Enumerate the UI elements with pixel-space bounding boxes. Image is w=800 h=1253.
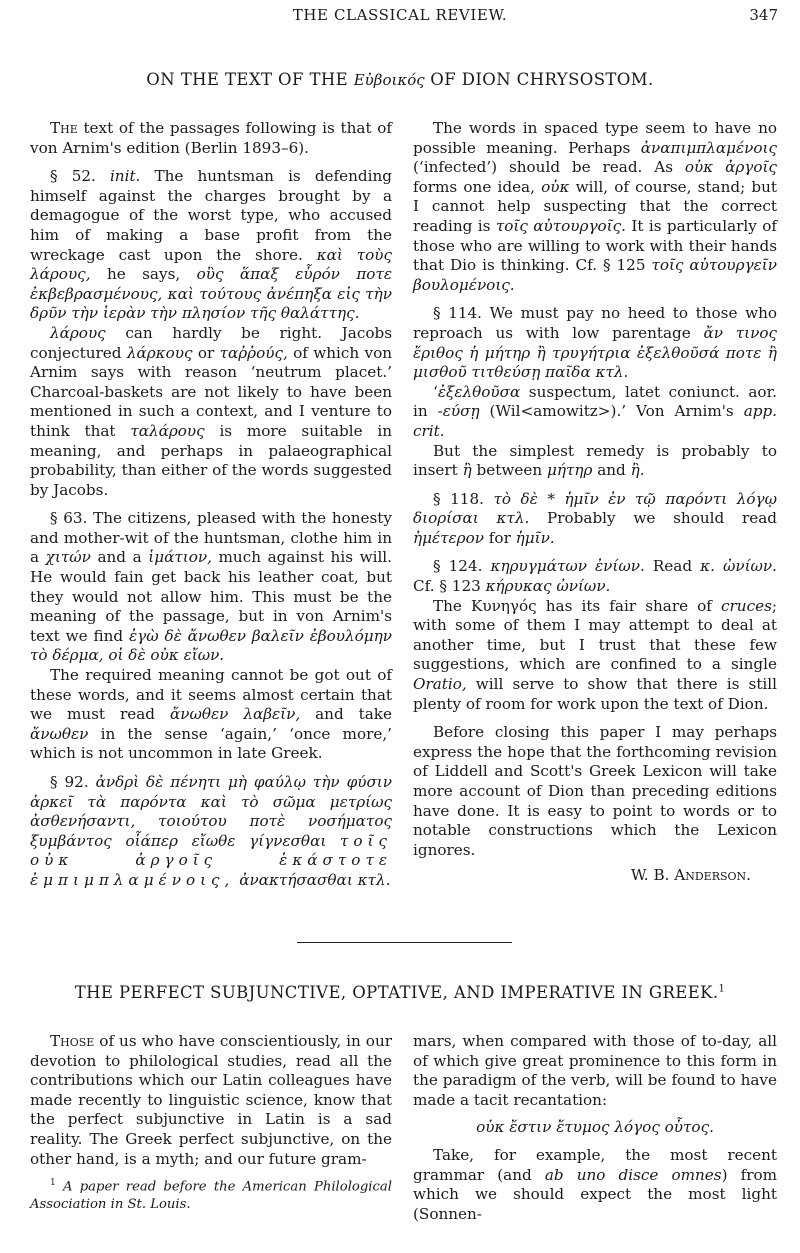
article-separator-rule (297, 942, 512, 943)
greek: ἀνδρὶ δὲ πένητι μὴ φαύλῳ τὴν φύσιν ἀρκεῖ τὰ παρόντα καὶ τὸ σῶμα μετρίως ἀσθενήσαντι, τοιούτου ποτὲ νοσήματος ξυμβάντος οἷάπερ εἴωθε γίγνεσθαι (30, 773, 392, 850)
paragraph-sec124 (413, 557, 777, 596)
lead-word: Those (50, 1032, 95, 1050)
text: ; with some of them I may attempt to deal at another time, but I trust that these few suggestions, which are confined to a single (413, 596, 777, 674)
text: is more suitable in meaning, and perhaps in palaeographical probability, than either of the words suggested by Jacobs. (30, 421, 392, 499)
text: he says, (90, 265, 197, 284)
text: The huntsman is defending himself against the charges brought by a demagogue of the worst type, who accused him of making a base profit from the wreckage cast upon the shore. (30, 167, 392, 264)
greek: μήτηρ (546, 461, 593, 480)
lead-word: The (50, 119, 78, 137)
greek: τοῖς αὐτουργοῖς. (495, 216, 626, 235)
article2-right-column (413, 1032, 777, 1224)
latin: Oratio, (413, 675, 467, 694)
greek: ἡμῖν. (515, 528, 555, 547)
greek: τὸ δὲ * ἡμῖν ἐν τῷ παρόντι λόγῳ διορίσαι κτλ. (413, 489, 777, 528)
article-title-perfect-subjunctive (0, 983, 800, 1002)
greek: ἄνωθεν (30, 724, 89, 743)
text: can hardly be right. Jacobs conjectured (30, 323, 392, 362)
text: (Wil<amowitz>).’ Von Arnim's (479, 402, 744, 421)
greek: κήρυκας ὠνίων. (485, 577, 611, 596)
greek: χιτών (45, 548, 91, 567)
section-ref: § 52. (50, 167, 110, 186)
greek: Κυνηγός (471, 596, 537, 615)
text: It is particularly of those who are willing to work with their hands that Dio is thinking. Cf. § 125 (413, 216, 777, 275)
greek: λάρους (50, 323, 106, 342)
greek: οὓς ἅπαξ εὗρόν ποτε ἐκβεβρασμένους, καὶ τούτους ἀνέπηξα εἰς τὴν δρῦν τὴν ἱερὰν τὴν πλησίον τῆς θαλάττης. (30, 265, 392, 323)
text: The required meaning cannot be got out of these words, and it seems almost certain that we must read (30, 666, 392, 724)
greek: λάρκους (126, 343, 193, 362)
text: between (471, 461, 547, 480)
greek: -εύσῃ (437, 402, 480, 421)
title-greek-word: Εὐβοικός (353, 71, 425, 89)
paragraph-larous (30, 324, 392, 500)
text: has its fair share of (536, 596, 722, 615)
greek-quotation: οὐκ ἔστιν ἔτυμος λόγος οὗτος. (476, 1118, 714, 1137)
article-title-dion (0, 70, 800, 89)
text: But the simplest remedy is probably to insert (413, 441, 777, 480)
latin: init. (109, 167, 141, 186)
greek-spaced: τοῖς οὐκ ἀργοῖς ἑκάστοτε ἐμπιμπλαμένοις, (30, 831, 392, 889)
text: of which von Arnim says with reason ‘neutrum placet.’ Charcoal-baskets are not likely to have been mentioned in such a context, and I venture to think that (30, 343, 392, 440)
paragraph-sec92 (30, 773, 392, 891)
text: will serve to show that there is still plenty of room for work upon the text of Dion. (413, 675, 777, 713)
greek: κηρυγμάτων ἐνίων. (490, 557, 645, 576)
latin: app. crit. (413, 402, 778, 440)
greek: ἄν τινος ἔριθος ἡ μήτηρ ἢ τρυγήτρια ἐξελθοῦσά ποτε ἢ μισθοῦ τιτθεύσῃ παῖδα κτλ. (413, 323, 777, 382)
text: or (192, 343, 220, 362)
greek: ἢ. (630, 461, 645, 480)
text: ) from which we should expect the most light (Sonnen- (413, 1165, 778, 1223)
greek: ἐξελθοῦσα (437, 382, 521, 401)
text: Probably we should read (529, 509, 777, 528)
paragraph-app-crit (413, 383, 777, 442)
title-text: ON THE TEXT OF THE (146, 70, 354, 89)
text: text of the passages following is that of von Arnim's edition (Berlin 1893–6). (30, 119, 392, 157)
greek: ἄνωθεν λαβεῖν, (169, 705, 301, 724)
greek: κ. ὠνίων. (700, 557, 777, 576)
latin: ab uno disce omnes (544, 1165, 722, 1184)
text: The words in spaced type seem to have no possible meaning. Perhaps (413, 119, 777, 157)
greek: οὐκ (541, 177, 570, 196)
paragraph-required-meaning (30, 666, 392, 764)
article2-left-column (30, 1032, 392, 1213)
greek: ἀναπιμπλαμένοις (640, 138, 777, 157)
text: § 114. We must pay no heed to those who reproach us with low parentage (413, 304, 777, 342)
section-ref: § 92. (50, 773, 96, 791)
text: and take (300, 705, 392, 724)
footnote-text: A paper read before the American Philological Association in St. Louis. (30, 1179, 392, 1212)
footnote-marker: 1 (50, 1178, 56, 1189)
greek: ἡμέτερον (413, 528, 484, 547)
paragraph-intro (30, 1032, 392, 1169)
text: for (483, 528, 516, 547)
greek: ταῤῥούς, (219, 343, 288, 362)
text: Take, for example, the most recent grammar (and (413, 1145, 777, 1184)
paragraph-sec52 (30, 167, 392, 324)
text: mars, when compared with those of to-day, all of which give great prominence to this form in the paradigm of the verb, will be found to have made a tacit recantation: (413, 1032, 777, 1109)
paragraph-sec118 (413, 490, 777, 549)
greek: ἢ (462, 461, 472, 480)
greek: ἱμάτιον, (148, 548, 212, 567)
author-signature: W. B. Anderson. (630, 866, 751, 885)
paragraph-sec63 (30, 509, 392, 666)
greek: ἐγὼ δὲ ἄνωθεν βαλεῖν ἐβουλόμην τὸ δέρμα, οἱ δὲ οὐκ εἴων. (30, 626, 392, 665)
footnote-marker: 1 (718, 983, 726, 995)
text: The (433, 596, 471, 615)
text: § 63. The citizens, pleased with the honesty and mother-wit of the huntsman, clothe him in a (30, 509, 392, 567)
text: Before closing this paper I may perhaps express the hope that the forthcoming revision of Liddell and Scott's Greek Lexicon will take more account of Dion than preceding editions have done. It is easy to point to words or to notable constructions which the Lexicon ignores. (413, 723, 777, 859)
article1-left-column (30, 119, 392, 891)
paragraph-spaced-type (413, 119, 777, 295)
text: suspectum, latet coniunct. aor. in (413, 382, 777, 421)
paragraph-kynegos (413, 597, 777, 715)
footnote (30, 1175, 392, 1212)
section-ref: § 118. (433, 489, 494, 508)
journal-title: THE CLASSICAL REVIEW. (292, 6, 508, 24)
text: Cf. § 123 (413, 577, 486, 596)
greek: τοῖς αὐτουργεῖν βουλομένοις. (413, 256, 777, 294)
paragraph-simplest-remedy (413, 442, 777, 481)
text: forms one idea, (413, 177, 542, 196)
paragraph-continued (413, 1032, 777, 1110)
paragraph-closing (413, 723, 777, 860)
greek: οὐκ ἀργοῖς (684, 158, 777, 177)
title-text: OF DION CHRYSOSTOM. (424, 70, 654, 89)
greek: ταλάρους (130, 421, 205, 440)
latin: cruces (721, 596, 772, 615)
text: ‘ (433, 382, 438, 401)
running-head (0, 6, 800, 30)
paragraph-intro (30, 119, 392, 158)
greek: ἀνακτήσασθαι κτλ. (234, 870, 391, 889)
greek: καὶ τοὺς λάρους, (30, 245, 392, 284)
title-text: THE PERFECT SUBJUNCTIVE, OPTATIVE, AND IMPERATIVE IN GREEK. (74, 983, 719, 1002)
text: and (592, 461, 631, 480)
paragraph-sec114 (413, 304, 777, 382)
text: and a (90, 548, 149, 567)
text: of us who have conscientiously, in our devotion to philological studies, read all the contributions which our Latin colleagues have made recently to linguistic science, know that the perfect subjunctive in Latin is a sad reality. The Greek perfect subjunctive, on the other hand, is a myth; and our future gram- (30, 1032, 392, 1168)
text: much against his will. He would fain get back his leather coat, but they would not allow him. This must be the meaning of the passage, but in von Arnim's text we find (30, 548, 392, 645)
text: (‘infected’) should be read. As (413, 158, 685, 177)
text: will, of course, stand; but I cannot help suspecting that the correct reading is (413, 177, 777, 235)
paragraph-example (413, 1146, 777, 1224)
section-ref: § 124. (433, 557, 491, 576)
article1-right-column (413, 119, 777, 886)
page-number: 347 (749, 6, 778, 24)
text: in the sense ‘again,’ ‘once more,’ which is not uncommon in late Greek. (30, 724, 392, 763)
text: Read (644, 557, 701, 576)
